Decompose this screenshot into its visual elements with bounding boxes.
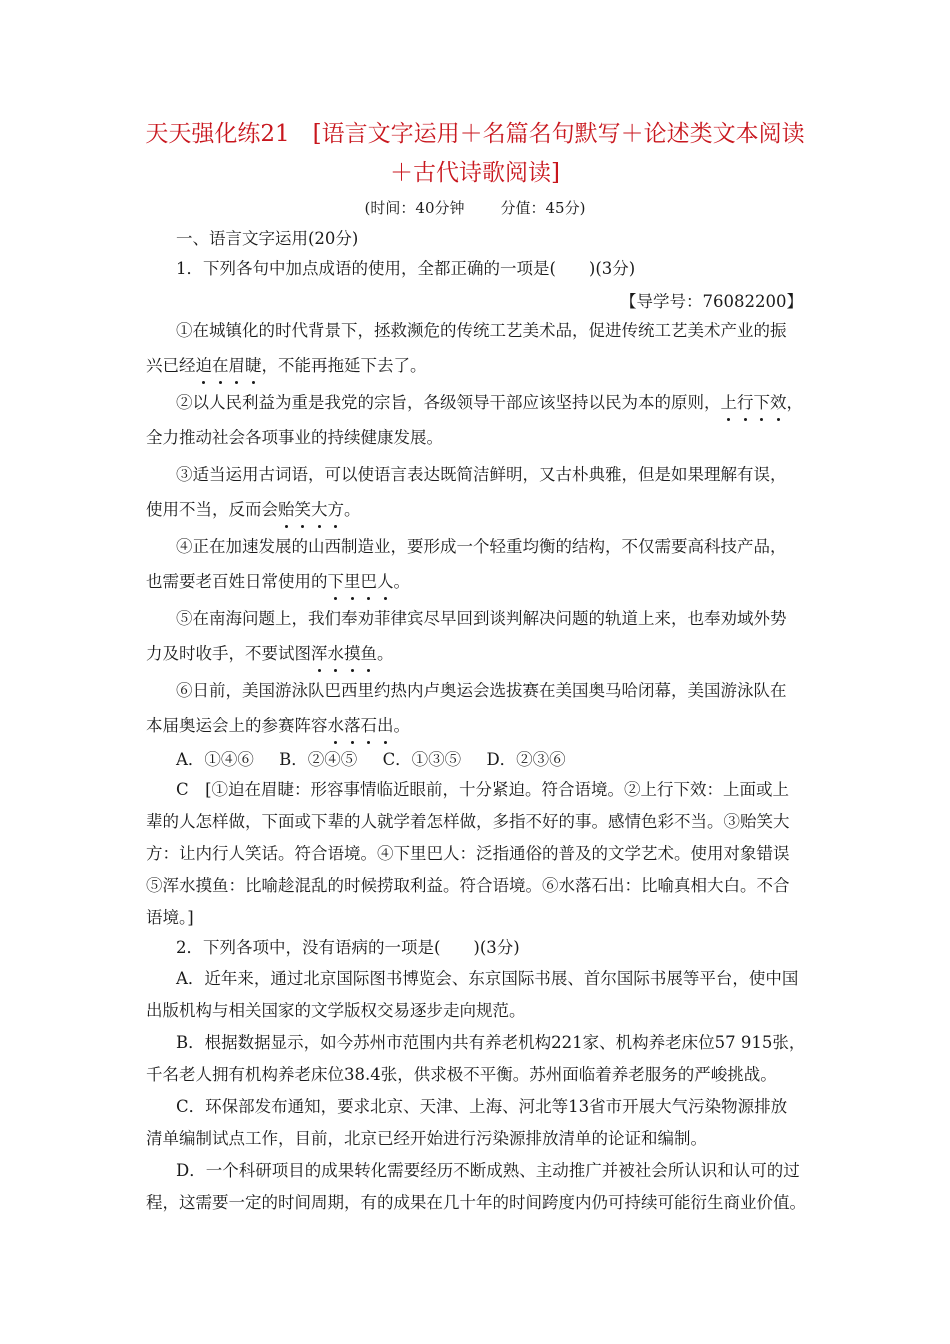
emphasis-char: 里 — [344, 569, 361, 595]
emphasis-char: 落 — [344, 713, 361, 739]
q1-answer-line-2: 辈的人怎样做，下面或下辈的人就学着怎样做，多指不好的事。感情色彩不当。③贻笑大 — [146, 812, 790, 831]
title-line-2: ＋古代诗歌阅读] — [390, 160, 560, 186]
q2-option-c-line-2: 清单编制试点工作，目前，北京已经开始进行污染源排放清单的论证和编制。 — [146, 1129, 707, 1148]
emphasis-char: 人 — [377, 569, 394, 595]
emphasis-char: 浑 — [311, 641, 328, 667]
emphasis-char: 行 — [737, 390, 754, 416]
emphasis-char: 出 — [377, 713, 394, 739]
emphasis-char: 方 — [328, 497, 345, 523]
q1-sentence-2-line-1: ②以人民利益为重是我党的宗旨，各级领导干部应该坚持以民为本的原则，上行下效， — [176, 390, 803, 416]
emphasis-char: 眉 — [229, 353, 246, 379]
q1-sentence-5-line-1: ⑤在南海问题上，我们奉劝菲律宾尽早回到谈判解决问题的轨道上来，也奉劝域外势 — [176, 609, 787, 628]
q1-options — [176, 747, 586, 773]
q1-sentence-5-line-2: 力及时收手，不要试图浑水摸鱼。 — [146, 641, 394, 667]
q1-answer-line-1: C [①迫在眉睫：形容事情临近眼前，十分紧迫。符合语境。②上行下效：上面或上 — [176, 780, 790, 799]
q2-option-b-line-1: B．根据数据显示，如今苏州市范围内共有养老机构221家、机构养老床位57 915张， — [176, 1033, 806, 1052]
emphasis-char: 贻 — [278, 497, 295, 523]
dotted-idiom — [721, 393, 787, 412]
q1-answer-line-5: 语境。] — [146, 908, 194, 927]
emphasis-char: 迫 — [196, 353, 213, 379]
q1-sentence-2-line-2: 全力推动社会各项事业的持续健康发展。 — [146, 428, 443, 447]
q1-sentence-4-line-2: 也需要老百姓日常使用的下里巴人。 — [146, 569, 410, 595]
emphasis-char: 效 — [770, 390, 787, 416]
time-limit: (时间：40分钟 — [364, 199, 465, 217]
q2-option-d-line-1: D．一个科研项目的成果转化需要经历不断成熟、主动推广并被社会所认识和认可的过 — [176, 1161, 800, 1180]
q2-option-d-line-2: 程，这需要一定的时间周期，有的成果在几十年的时间跨度内仍可持续可能衍生商业价值。 — [146, 1193, 806, 1212]
q1-sentence-1-line-1: ①在城镇化的时代背景下，拯救濒危的传统工艺美术品，促进传统工艺美术产业的振 — [176, 321, 787, 340]
q2-option-c-line-1: C．环保部发布通知，要求北京、天津、上海、河北等13省市开展大气污染物源排放 — [176, 1097, 788, 1116]
dotted-idiom — [196, 356, 262, 375]
emphasis-char: 睫 — [245, 353, 262, 379]
q1-sentence-3-line-2: 使用不当，反而会贻笑大方。 — [146, 497, 361, 523]
section-heading: 一、语言文字运用(20分) — [176, 229, 359, 248]
emphasis-char: 上 — [721, 390, 738, 416]
q1-sentence-3-line-1: ③适当运用古词语，可以使语言表达既简洁鲜明，又古朴典雅，但是如果理解有误， — [176, 465, 787, 484]
q2-stem: 2．下列各项中，没有语病的一项是( )(3分) — [176, 938, 520, 957]
q1-sentence-6-line-1: ⑥日前，美国游泳队巴西里约热内卢奥运会选拔赛在美国奥马哈闭幕，美国游泳队在 — [176, 681, 787, 700]
option-a: A．①④⑥ — [176, 750, 254, 769]
emphasis-char: 石 — [361, 713, 378, 739]
dotted-idiom — [328, 716, 394, 735]
emphasis-char: 大 — [311, 497, 328, 523]
emphasis-char: 巴 — [361, 569, 378, 595]
q1-answer-line-4: ⑤浑水摸鱼：比喻趁混乱的时候捞取利益。符合语境。⑥水落石出：比喻真相大白。不合 — [146, 876, 790, 895]
option-b: B．②④⑤ — [279, 750, 358, 769]
q1-sentence-1-line-2: 兴已经迫在眉睫，不能再拖延下去了。 — [146, 353, 427, 379]
q2-option-a-line-2: 出版机构与相关国家的文学版权交易逐步走向规范。 — [146, 1001, 526, 1020]
option-d: D．②③⑥ — [486, 750, 566, 769]
q1-answer-line-3: 方：让内行人笑话。符合语境。④下里巴人：泛指通俗的普及的文学艺术。使用对象错误 — [146, 844, 790, 863]
emphasis-char: 水 — [328, 641, 345, 667]
option-c: C．①③⑤ — [382, 750, 462, 769]
q2-option-a-line-1: A．近年来，通过北京国际图书博览会、东京国际书展、首尔国际书展等平台，使中国 — [176, 969, 799, 988]
dotted-idiom — [311, 644, 377, 663]
q1-sentence-6-line-2: 本届奥运会上的参赛阵容水落石出。 — [146, 713, 410, 739]
emphasis-char: 水 — [328, 713, 345, 739]
emphasis-char: 在 — [212, 353, 229, 379]
q1-stem: 1．下列各句中加点成语的使用，全都正确的一项是( )(3分) — [176, 259, 636, 278]
exam-meta — [0, 196, 950, 220]
guide-number: 【导学号：76082200】 — [620, 292, 803, 311]
emphasis-char: 摸 — [344, 641, 361, 667]
dotted-idiom — [328, 572, 394, 591]
emphasis-char: 鱼 — [361, 641, 378, 667]
q1-sentence-4-line-1: ④正在加速发展的山西制造业，要形成一个轻重均衡的结构，不仅需要高科技产品， — [176, 537, 787, 556]
emphasis-char: 笑 — [295, 497, 312, 523]
dotted-idiom — [278, 500, 344, 519]
emphasis-char: 下 — [328, 569, 345, 595]
q2-option-b-line-2: 千名老人拥有机构养老床位38.4张，供求极不平衡。苏州面临着养老服务的严峻挑战。 — [146, 1065, 777, 1084]
score-total: 分值：45分) — [500, 199, 586, 217]
title-line-1: 天天强化练21 [语言文字运用＋名篇名句默写＋论述类文本阅读 — [145, 121, 805, 147]
emphasis-char: 下 — [754, 390, 771, 416]
